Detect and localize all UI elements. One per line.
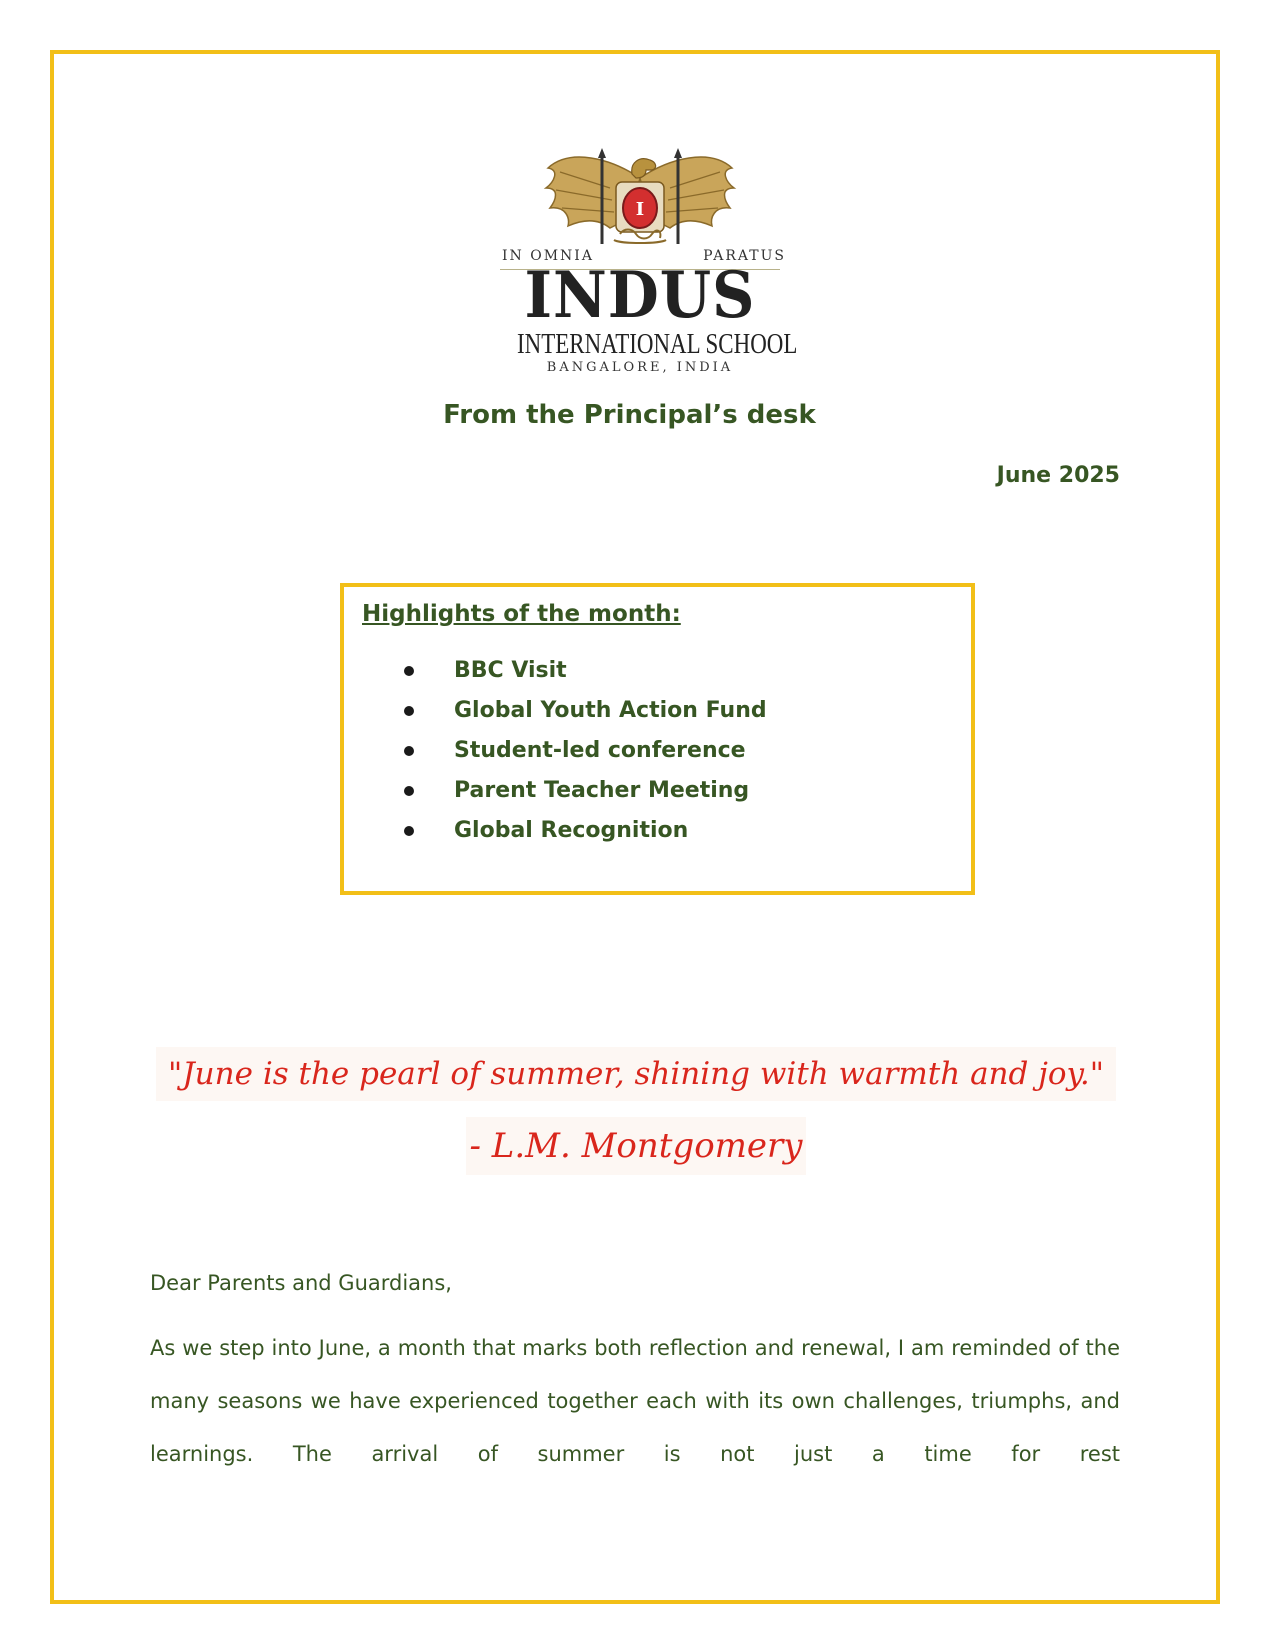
- logo-name: INDUS: [524, 258, 756, 333]
- highlights-list: [404, 651, 767, 851]
- crest-letter: I: [635, 199, 645, 220]
- letter-salutation: Dear Parents and Guardians,: [150, 1271, 452, 1295]
- list-item: [404, 771, 767, 811]
- quote-text: "June is the pearl of summer, shining with warmth and joy.": [156, 1047, 1116, 1101]
- highlight-label: Student-led conference: [454, 738, 746, 763]
- logo-location: BANGALORE, INDIA: [546, 360, 734, 375]
- list-item: [404, 731, 767, 771]
- highlight-label: Global Recognition: [454, 818, 689, 843]
- highlight-label: Global Youth Action Fund: [454, 698, 767, 723]
- bullet-icon: [404, 826, 414, 836]
- bullet-icon: [404, 666, 414, 676]
- highlight-label: Parent Teacher Meeting: [454, 778, 750, 803]
- crest-icon: [490, 148, 790, 248]
- highlight-label: BBC Visit: [454, 658, 567, 683]
- newsletter-date: June 2025: [996, 463, 1120, 488]
- highlights-title: Highlights of the month:: [362, 601, 681, 627]
- list-item: [404, 811, 767, 851]
- quote-author: - L.M. Montgomery: [466, 1117, 806, 1175]
- logo-subtitle: INTERNATIONAL SCHOOL: [517, 329, 798, 360]
- logo-motto-right: PARATUS: [703, 248, 786, 264]
- bullet-icon: [404, 746, 414, 756]
- highlights-box: [340, 583, 975, 895]
- logo-motto-left: IN OMNIA: [502, 248, 594, 264]
- letter-paragraph: As we step into June, a month that marks both reflection and renewal, I am reminded of the many seasons we have experienced together each with its own challenges, triumphs, and learnings. The arrival of summer is not just a time for rest: [150, 1336, 1120, 1466]
- bullet-icon: [404, 706, 414, 716]
- list-item: [404, 691, 767, 731]
- school-logo: [490, 148, 798, 380]
- list-item: [404, 651, 767, 691]
- page-title: From the Principal’s desk: [443, 400, 816, 430]
- bullet-icon: [404, 786, 414, 796]
